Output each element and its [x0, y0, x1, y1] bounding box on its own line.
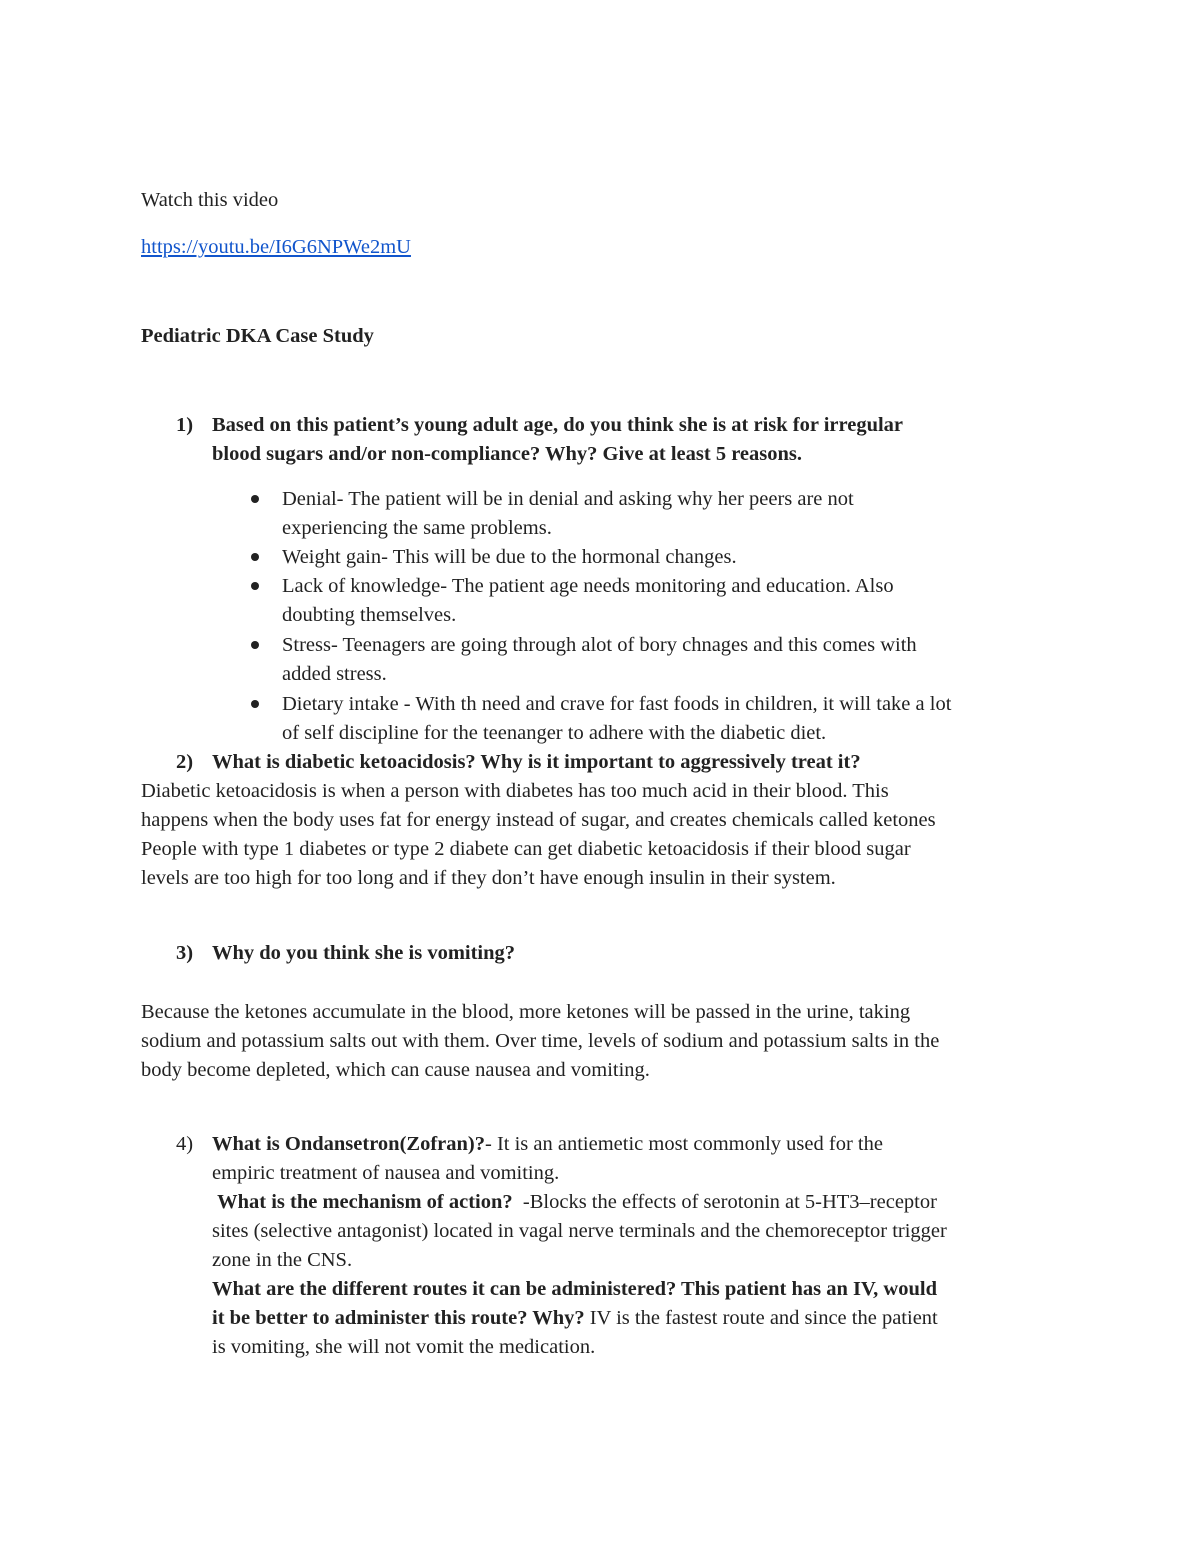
q4-line: zone in the CNS. — [212, 1249, 353, 1271]
q4-routes-question-line1: What are the different routes it can be administered? This patient has an IV, would — [212, 1278, 937, 1300]
answer-line: body become depleted, which can cause nausea and vomiting. — [141, 1059, 650, 1081]
q3-number: 3) — [176, 942, 194, 964]
answer-line: People with type 1 diabetes or type 2 diabete can get diabetic ketoacidosis if their blood sugar — [141, 838, 911, 860]
bullet-line: Weight gain- This will be due to the hormonal changes. — [282, 546, 737, 568]
q2-question: What is diabetic ketoacidosis? Why is it important to aggressively treat it? — [212, 751, 861, 773]
q2-number: 2) — [176, 751, 194, 773]
video-link[interactable]: https://youtu.be/I6G6NPWe2mU — [141, 236, 411, 258]
q1-bullet-denial — [282, 485, 854, 543]
bullet-icon — [251, 553, 259, 561]
answer-line: levels are too high for too long and if they don’t have enough insulin in their system. — [141, 867, 836, 889]
answer-line: happens when the body uses fat for energy instead of sugar, and creates chemicals called ketones — [141, 809, 936, 831]
q4-line — [212, 1304, 947, 1333]
answer-line: sodium and potassium salts out with them. Over time, levels of sodium and potassium salts in the — [141, 1030, 940, 1052]
document-title: Pediatric DKA Case Study — [141, 325, 374, 347]
q1-number: 1) — [176, 414, 194, 436]
q4-routes-question-line2: it be better to administer this route? Why? — [212, 1307, 585, 1329]
q4-line — [212, 1188, 947, 1217]
bullet-line: experiencing the same problems. — [282, 517, 552, 539]
q1-bullet-weight-gain — [282, 543, 737, 572]
q4-mechanism-question: What is the mechanism of action? — [217, 1191, 513, 1213]
q4-line: is vomiting, she will not vomit the medication. — [212, 1336, 596, 1358]
bullet-line: added stress. — [282, 663, 387, 685]
q1-bullet-stress — [282, 631, 917, 689]
q4-mechanism-answer: -Blocks the effects of serotonin at 5-HT3–receptor — [512, 1191, 937, 1213]
bullet-icon — [251, 495, 259, 503]
q3-answer — [141, 998, 939, 1085]
q1-question-line1: Based on this patient’s young adult age, do you think she is at risk for irregular — [212, 414, 904, 436]
bullet-line: Stress- Teenagers are going through alot of bory chnages and this comes with — [282, 634, 917, 656]
q1-bullet-dietary-intake — [282, 690, 951, 748]
q4-routes-answer: IV is the fastest route and since the patient — [584, 1307, 938, 1329]
bullet-icon — [251, 582, 259, 590]
bullet-line: Dietary intake - With th need and crave for fast foods in children, it will take a lot — [282, 693, 952, 715]
q2-answer — [141, 777, 936, 893]
q4-number: 4) — [176, 1133, 194, 1155]
bullet-line: Denial- The patient will be in denial and asking why her peers are not — [282, 488, 854, 510]
answer-line: Diabetic ketoacidosis is when a person with diabetes has too much acid in their blood. This — [141, 780, 889, 802]
bullet-icon — [251, 641, 259, 649]
answer-line: Because the ketones accumulate in the blood, more ketones will be passed in the urine, taking — [141, 1001, 911, 1023]
q4-ondansetron-question: What is Ondansetron(Zofran)? — [212, 1133, 485, 1155]
q4-line: sites (selective antagonist) located in vagal nerve terminals and the chemoreceptor trigger — [212, 1220, 947, 1242]
q4-ondansetron-answer: - It is an antiemetic most commonly used for the — [485, 1133, 883, 1155]
watch-video-text: Watch this video — [141, 189, 279, 211]
bullet-line: of self discipline for the teenanger to adhere with the diabetic diet. — [282, 722, 827, 744]
q1-question-line2: blood sugars and/or non-compliance? Why? Give at least 5 reasons. — [212, 443, 803, 465]
bullet-icon — [251, 700, 259, 708]
bullet-line: Lack of knowledge- The patient age needs monitoring and education. Also — [282, 575, 894, 597]
q4-line — [212, 1130, 947, 1159]
q1-bullet-lack-of-knowledge — [282, 572, 894, 630]
q4-body — [212, 1130, 947, 1362]
q4-line: empiric treatment of nausea and vomiting. — [212, 1162, 560, 1184]
bullet-line: doubting themselves. — [282, 604, 457, 626]
q3-question: Why do you think she is vomiting? — [212, 942, 516, 964]
q1-question — [212, 411, 903, 469]
